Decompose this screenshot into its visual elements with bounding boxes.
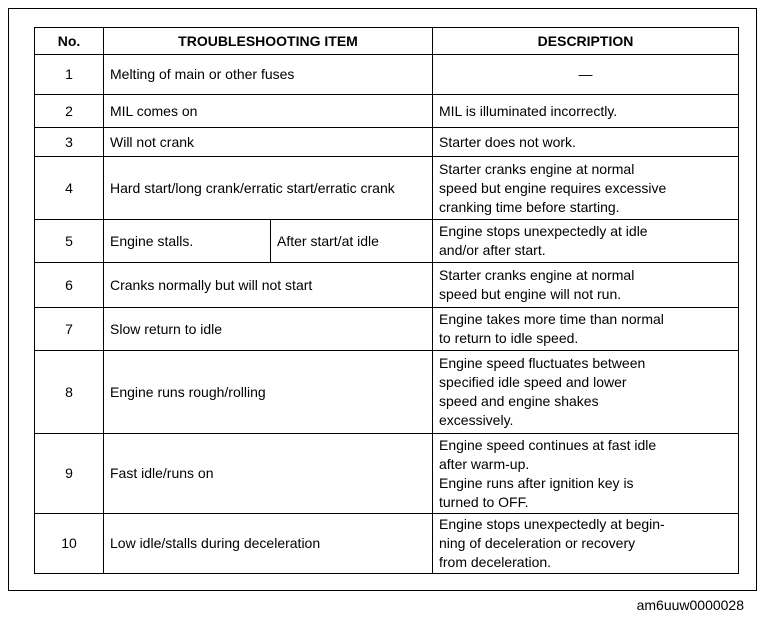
troubleshooting-item: Slow return to idle bbox=[104, 308, 433, 351]
troubleshooting-item: Engine runs rough/rolling bbox=[104, 351, 433, 434]
header-description: DESCRIPTION bbox=[433, 28, 739, 55]
description-line: excessively. bbox=[439, 412, 514, 428]
description-line: speed and engine shakes bbox=[439, 393, 599, 409]
troubleshooting-item: Hard start/long crank/erratic start/erratic crank bbox=[104, 157, 433, 220]
row-number: 3 bbox=[35, 128, 104, 157]
description-line: Starter cranks engine at normal bbox=[439, 267, 635, 283]
troubleshooting-item: Melting of main or other fuses bbox=[104, 55, 433, 95]
description-line: Engine stops unexpectedly at begin- bbox=[439, 516, 665, 532]
table-row bbox=[35, 351, 739, 434]
description-line: Engine runs after ignition key is bbox=[439, 474, 634, 491]
description-line: after warm-up. bbox=[439, 455, 530, 472]
row-number: 4 bbox=[35, 157, 104, 220]
description bbox=[433, 514, 739, 574]
description bbox=[433, 128, 739, 157]
table-row bbox=[35, 55, 739, 95]
troubleshooting-item: Low idle/stalls during deceleration bbox=[104, 514, 433, 574]
row-number: 1 bbox=[35, 55, 104, 95]
description bbox=[433, 157, 739, 220]
header-no: No. bbox=[35, 28, 104, 55]
description-line: MIL is illuminated incorrectly. bbox=[439, 102, 618, 119]
description bbox=[433, 95, 739, 128]
description-line: and/or after start. bbox=[439, 242, 546, 258]
row-number: 7 bbox=[35, 308, 104, 351]
description bbox=[433, 434, 739, 514]
description-line: speed but engine will not run. bbox=[439, 286, 622, 302]
description-line: Engine takes more time than normal bbox=[439, 311, 664, 327]
description-line: specified idle speed and lower bbox=[439, 374, 627, 390]
item-condition: After start/at idle bbox=[277, 232, 379, 249]
row-number: 6 bbox=[35, 263, 104, 308]
description bbox=[433, 308, 739, 351]
description-line: Starter does not work. bbox=[439, 133, 576, 150]
description-line: turned to OFF. bbox=[439, 493, 529, 510]
header-item: TROUBLESHOOTING ITEM bbox=[104, 28, 433, 55]
table-row bbox=[35, 95, 739, 128]
troubleshooting-item: Cranks normally but will not start bbox=[104, 263, 433, 308]
description bbox=[433, 263, 739, 308]
description-line: ning of deceleration or recovery bbox=[439, 535, 636, 551]
description-line: to return to idle speed. bbox=[439, 330, 579, 346]
description-line: Starter cranks engine at normal bbox=[439, 160, 635, 177]
header-row bbox=[35, 28, 739, 55]
row-number: 5 bbox=[35, 220, 104, 263]
description-line: Engine speed fluctuates between bbox=[439, 355, 646, 371]
troubleshooting-item bbox=[104, 220, 433, 263]
troubleshooting-table bbox=[34, 27, 739, 574]
description bbox=[433, 351, 739, 434]
row-number: 2 bbox=[35, 95, 104, 128]
table-row bbox=[35, 263, 739, 308]
item-main: Engine stalls. bbox=[104, 220, 271, 262]
row-number: 9 bbox=[35, 434, 104, 514]
table-row bbox=[35, 514, 739, 574]
row-number: 8 bbox=[35, 351, 104, 434]
table-row bbox=[35, 434, 739, 514]
row-number: 10 bbox=[35, 514, 104, 574]
description-line: from deceleration. bbox=[439, 554, 552, 570]
table-row bbox=[35, 308, 739, 351]
table-row bbox=[35, 128, 739, 157]
table-row bbox=[35, 157, 739, 220]
description bbox=[433, 55, 739, 95]
description-line: speed but engine requires excessive bbox=[439, 179, 667, 196]
troubleshooting-item: Will not crank bbox=[104, 128, 433, 157]
description bbox=[433, 220, 739, 263]
description-line: — bbox=[578, 66, 593, 82]
description-line: Engine stops unexpectedly at idle bbox=[439, 223, 648, 239]
description-line: cranking time before starting. bbox=[439, 198, 620, 215]
troubleshooting-item: Fast idle/runs on bbox=[104, 434, 433, 514]
description-line: Engine speed continues at fast idle bbox=[439, 436, 657, 453]
troubleshooting-item: MIL comes on bbox=[104, 95, 433, 128]
table-row bbox=[35, 220, 739, 263]
figure-id: am6uuw0000028 bbox=[636, 597, 744, 613]
